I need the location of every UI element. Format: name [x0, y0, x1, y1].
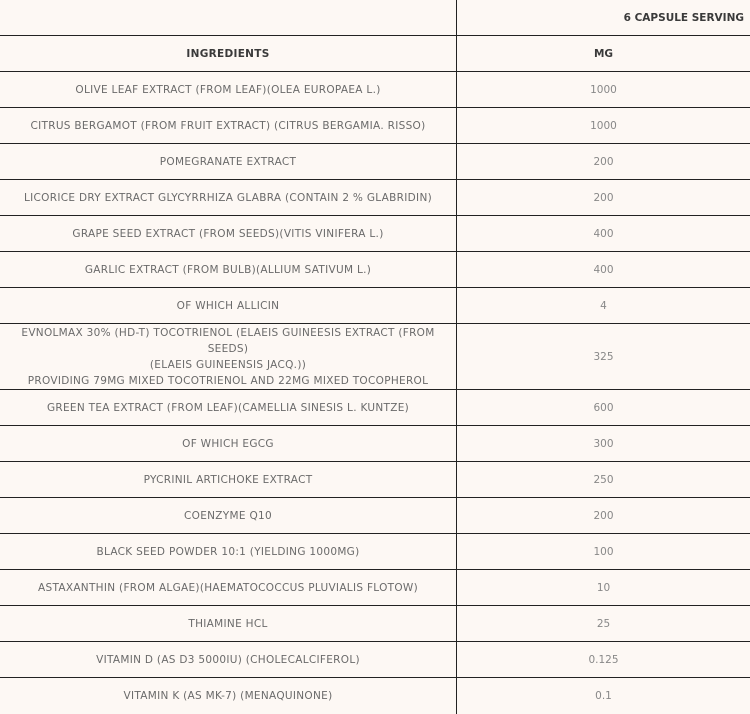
- ingredients-header: INGREDIENTS: [0, 36, 457, 71]
- ingredient-name: VITAMIN K (AS MK-7) (MENAQUINONE): [0, 678, 457, 714]
- table-row: [0, 72, 750, 108]
- header-row-serving: [0, 0, 750, 36]
- ingredient-name: OF WHICH ALLICIN: [0, 288, 457, 323]
- ingredient-amount: 300: [593, 437, 614, 450]
- table-row: [0, 462, 750, 498]
- ingredient-line: PROVIDING 79MG MIXED TOCOTRIENOL AND 22MG MIXED TOCOPHEROL: [27, 374, 429, 387]
- ingredient-amount: 200: [593, 191, 614, 204]
- ingredient-name: LICORICE DRY EXTRACT GLYCYRRHIZA GLABRA (CONTAIN 2 % GLABRIDIN): [0, 180, 457, 215]
- table-row: [0, 678, 750, 714]
- ingredient-amount: 325: [593, 350, 614, 363]
- table-row: [0, 324, 750, 390]
- serving-header: 6 CAPSULE SERVING: [623, 11, 744, 24]
- table-row: [0, 606, 750, 642]
- table-row: [0, 498, 750, 534]
- ingredient-amount: 10: [596, 581, 611, 594]
- mg-header: MG: [593, 47, 614, 60]
- ingredient-name: GRAPE SEED EXTRACT (FROM SEEDS)(VITIS VINIFERA L.): [0, 216, 457, 251]
- ingredient-amount: 400: [593, 227, 614, 240]
- ingredient-name: OLIVE LEAF EXTRACT (FROM LEAF)(OLEA EUROPAEA L.): [0, 72, 457, 107]
- table-row: [0, 108, 750, 144]
- ingredient-amount: 400: [593, 263, 614, 276]
- ingredient-name: GARLIC EXTRACT (FROM BULB)(ALLIUM SATIVUM L.): [0, 252, 457, 287]
- table-row: [0, 570, 750, 606]
- table-row: [0, 534, 750, 570]
- ingredient-name: BLACK SEED POWDER 10:1 (YIELDING 1000MG): [0, 534, 457, 569]
- table-row: [0, 426, 750, 462]
- ingredient-amount: 25: [596, 617, 611, 630]
- table-row: [0, 390, 750, 426]
- ingredient-amount: 1000: [590, 119, 617, 132]
- ingredient-name: VITAMIN D (AS D3 5000IU) (CHOLECALCIFEROL): [0, 642, 457, 677]
- ingredient-name: OF WHICH EGCG: [0, 426, 457, 461]
- ingredient-amount: 4: [600, 299, 607, 312]
- ingredient-name: CITRUS BERGAMOT (FROM FRUIT EXTRACT) (CITRUS BERGAMIA. RISSO): [0, 108, 457, 143]
- ingredient-amount: 200: [593, 155, 614, 168]
- ingredient-name: THIAMINE HCL: [0, 606, 457, 641]
- ingredient-amount: 600: [593, 401, 614, 414]
- ingredient-name: COENZYME Q10: [0, 498, 457, 533]
- ingredient-name-multiline: [0, 324, 457, 389]
- ingredient-name: ASTAXANTHIN (FROM ALGAE)(HAEMATOCOCCUS PLUVIALIS FLOTOW): [0, 570, 457, 605]
- header-empty-cell: [0, 0, 457, 35]
- ingredient-amount: 0.125: [588, 653, 619, 666]
- table-row: [0, 288, 750, 324]
- ingredient-line: EVNOLMAX 30% (HD-T) TOCOTRIENOL (ELAEIS GUINEESIS EXTRACT (FROM SEEDS): [21, 326, 435, 355]
- ingredient-amount: 0.1: [595, 690, 612, 702]
- ingredient-amount: 250: [593, 473, 614, 486]
- ingredient-line: (ELAEIS GUINEENSIS JACQ.)): [149, 358, 307, 371]
- header-row-columns: [0, 36, 750, 72]
- ingredient-amount: 100: [593, 545, 614, 558]
- table-row: [0, 180, 750, 216]
- table-row: [0, 144, 750, 180]
- table-row: [0, 642, 750, 678]
- ingredient-amount: 1000: [590, 83, 617, 96]
- ingredient-name: GREEN TEA EXTRACT (FROM LEAF)(CAMELLIA SINESIS L. KUNTZE): [0, 390, 457, 425]
- ingredient-name: POMEGRANATE EXTRACT: [0, 144, 457, 179]
- ingredient-amount: 200: [593, 509, 614, 522]
- table-row: [0, 216, 750, 252]
- table-row: [0, 252, 750, 288]
- ingredient-name: PYCRINIL ARTICHOKE EXTRACT: [0, 462, 457, 497]
